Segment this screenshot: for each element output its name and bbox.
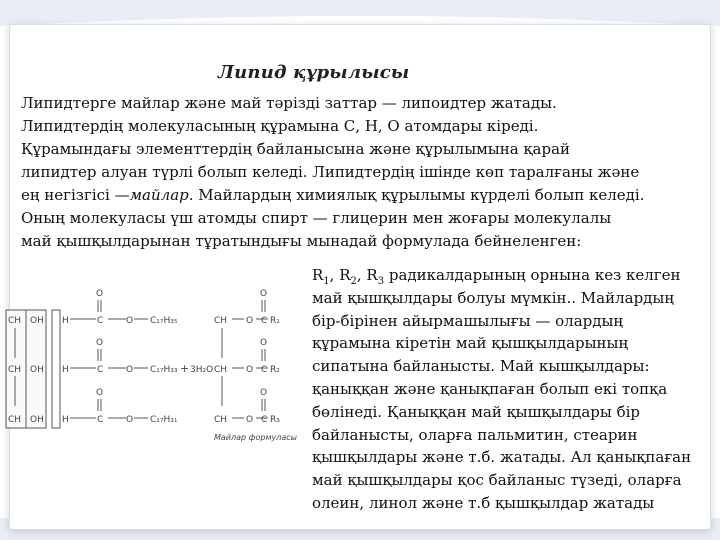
formula-label: O bbox=[96, 338, 104, 348]
formula-label: CH bbox=[8, 415, 22, 425]
radical-symbol: , R bbox=[329, 266, 351, 284]
formula-label: R₂ bbox=[270, 365, 280, 375]
formula-label: O bbox=[96, 388, 104, 398]
formula-label: OH bbox=[30, 415, 44, 425]
formula-label: 3H₂O bbox=[190, 365, 214, 375]
formula-label: C₁₇H₃₃ bbox=[150, 365, 178, 375]
paragraph-line: Липидтерге майлар және май тәрізді заттар — липоидтер жатады. bbox=[21, 94, 557, 112]
formula-label: CH bbox=[8, 365, 22, 375]
radical-symbol: , R bbox=[356, 266, 378, 284]
radical-subscript: 2 bbox=[350, 276, 357, 287]
formula-label: O bbox=[246, 365, 254, 375]
paragraph-text: ең негізгісі — bbox=[21, 186, 130, 204]
formula-label: C₁₇H₃₁ bbox=[150, 415, 178, 425]
formula-label: CH bbox=[214, 365, 228, 375]
paragraph-line: липидтер алуан түрлі болып келеді. Липидтердің ішінде көп таралғаны және bbox=[21, 163, 640, 181]
formula-label: CH bbox=[214, 316, 228, 326]
explanation-text-span: радикалдарының орнына кез келген bbox=[384, 266, 681, 284]
explanation-line: сипатына байланысты. Май кышқылдары: bbox=[312, 357, 650, 376]
formula-label: C bbox=[261, 316, 268, 326]
radical-subscript: 1 bbox=[323, 276, 330, 287]
paragraph-text: Майлардың химиялық құрылымы күрделі болып келеді. bbox=[193, 186, 645, 204]
formula-label: R₃ bbox=[270, 415, 280, 425]
emphasis-term: майлар. bbox=[129, 186, 194, 204]
formula-label: CH bbox=[8, 316, 22, 326]
formula-plus-sign: + bbox=[180, 362, 190, 375]
explanation-line: қышқылдары және т.б. жатады. Ал қанықпаған bbox=[312, 448, 692, 467]
formula-label: C bbox=[97, 316, 104, 326]
explanation-line: май қышқылдары қос байланыс түзеді, оларға bbox=[312, 471, 682, 490]
radical-subscript: 3 bbox=[377, 276, 385, 287]
paragraph-line: май қышқылдарынан тұратындығы мынадай формулада бейнеленген: bbox=[21, 232, 582, 250]
explanation-line: бір-бірінен айырмашылығы — олардың bbox=[312, 311, 624, 330]
explanation-line: май қышқылдары болуы мүмкін.. Майлардың bbox=[312, 288, 674, 307]
formula-label: O bbox=[260, 289, 268, 299]
radical-symbol: R bbox=[312, 266, 324, 284]
formula-label: O bbox=[126, 415, 134, 425]
paragraph-line: Липидтердің молекуласының құрамына С, Н, О атомдары кіреді. bbox=[21, 117, 539, 135]
formula-label: O bbox=[260, 338, 268, 348]
formula-label: CH bbox=[214, 415, 228, 425]
fat-formula-figure bbox=[0, 276, 300, 456]
formula-label: C₁₇H₃₅ bbox=[150, 316, 178, 326]
paragraph-line: Құрамындағы элементтердің байланысына және құрылымына қарай bbox=[21, 140, 571, 158]
explanation-line bbox=[312, 264, 712, 287]
explanation-line: байланысты, оларға пальмитин, стеарин bbox=[312, 425, 638, 444]
explanation-line: бөлінеді. Қаныққан май қышқылдары бір bbox=[312, 402, 641, 421]
formula-caption: Майлар формуласы bbox=[214, 433, 297, 442]
explanation-line: қаныққан және қанықпаған болып екі топқа bbox=[312, 379, 668, 398]
formula-label: C bbox=[97, 365, 104, 375]
explanation-line: құрамына кіретін май қышқылдарының bbox=[312, 334, 629, 353]
formula-label: O bbox=[246, 316, 254, 326]
formula-label: H bbox=[62, 316, 69, 326]
formula-label: H bbox=[62, 415, 69, 425]
formula-label: R₁ bbox=[270, 316, 280, 326]
paragraph-line: Оның молекуласы үш атомды спирт — глицерин мен жоғары молекулалы bbox=[21, 209, 612, 227]
formula-label: OH bbox=[30, 365, 44, 375]
formula-label: H bbox=[62, 365, 69, 375]
explanation-line: олеин, линол және т.б қышқылдар жатады bbox=[312, 493, 655, 512]
intro-paragraph bbox=[21, 92, 711, 253]
formula-label: C bbox=[261, 365, 268, 375]
formula-label: C bbox=[261, 415, 268, 425]
formula-label: OH bbox=[30, 316, 44, 326]
formula-label: O bbox=[260, 388, 268, 398]
formula-label: O bbox=[126, 316, 134, 326]
paragraph-line bbox=[21, 184, 711, 207]
formula-label: O bbox=[246, 415, 254, 425]
formula-label: C bbox=[97, 415, 104, 425]
explanation-text bbox=[312, 264, 712, 515]
formula-label: O bbox=[126, 365, 134, 375]
formula-label: O bbox=[96, 289, 104, 299]
slide-title: Липид құрылысы bbox=[218, 62, 410, 83]
